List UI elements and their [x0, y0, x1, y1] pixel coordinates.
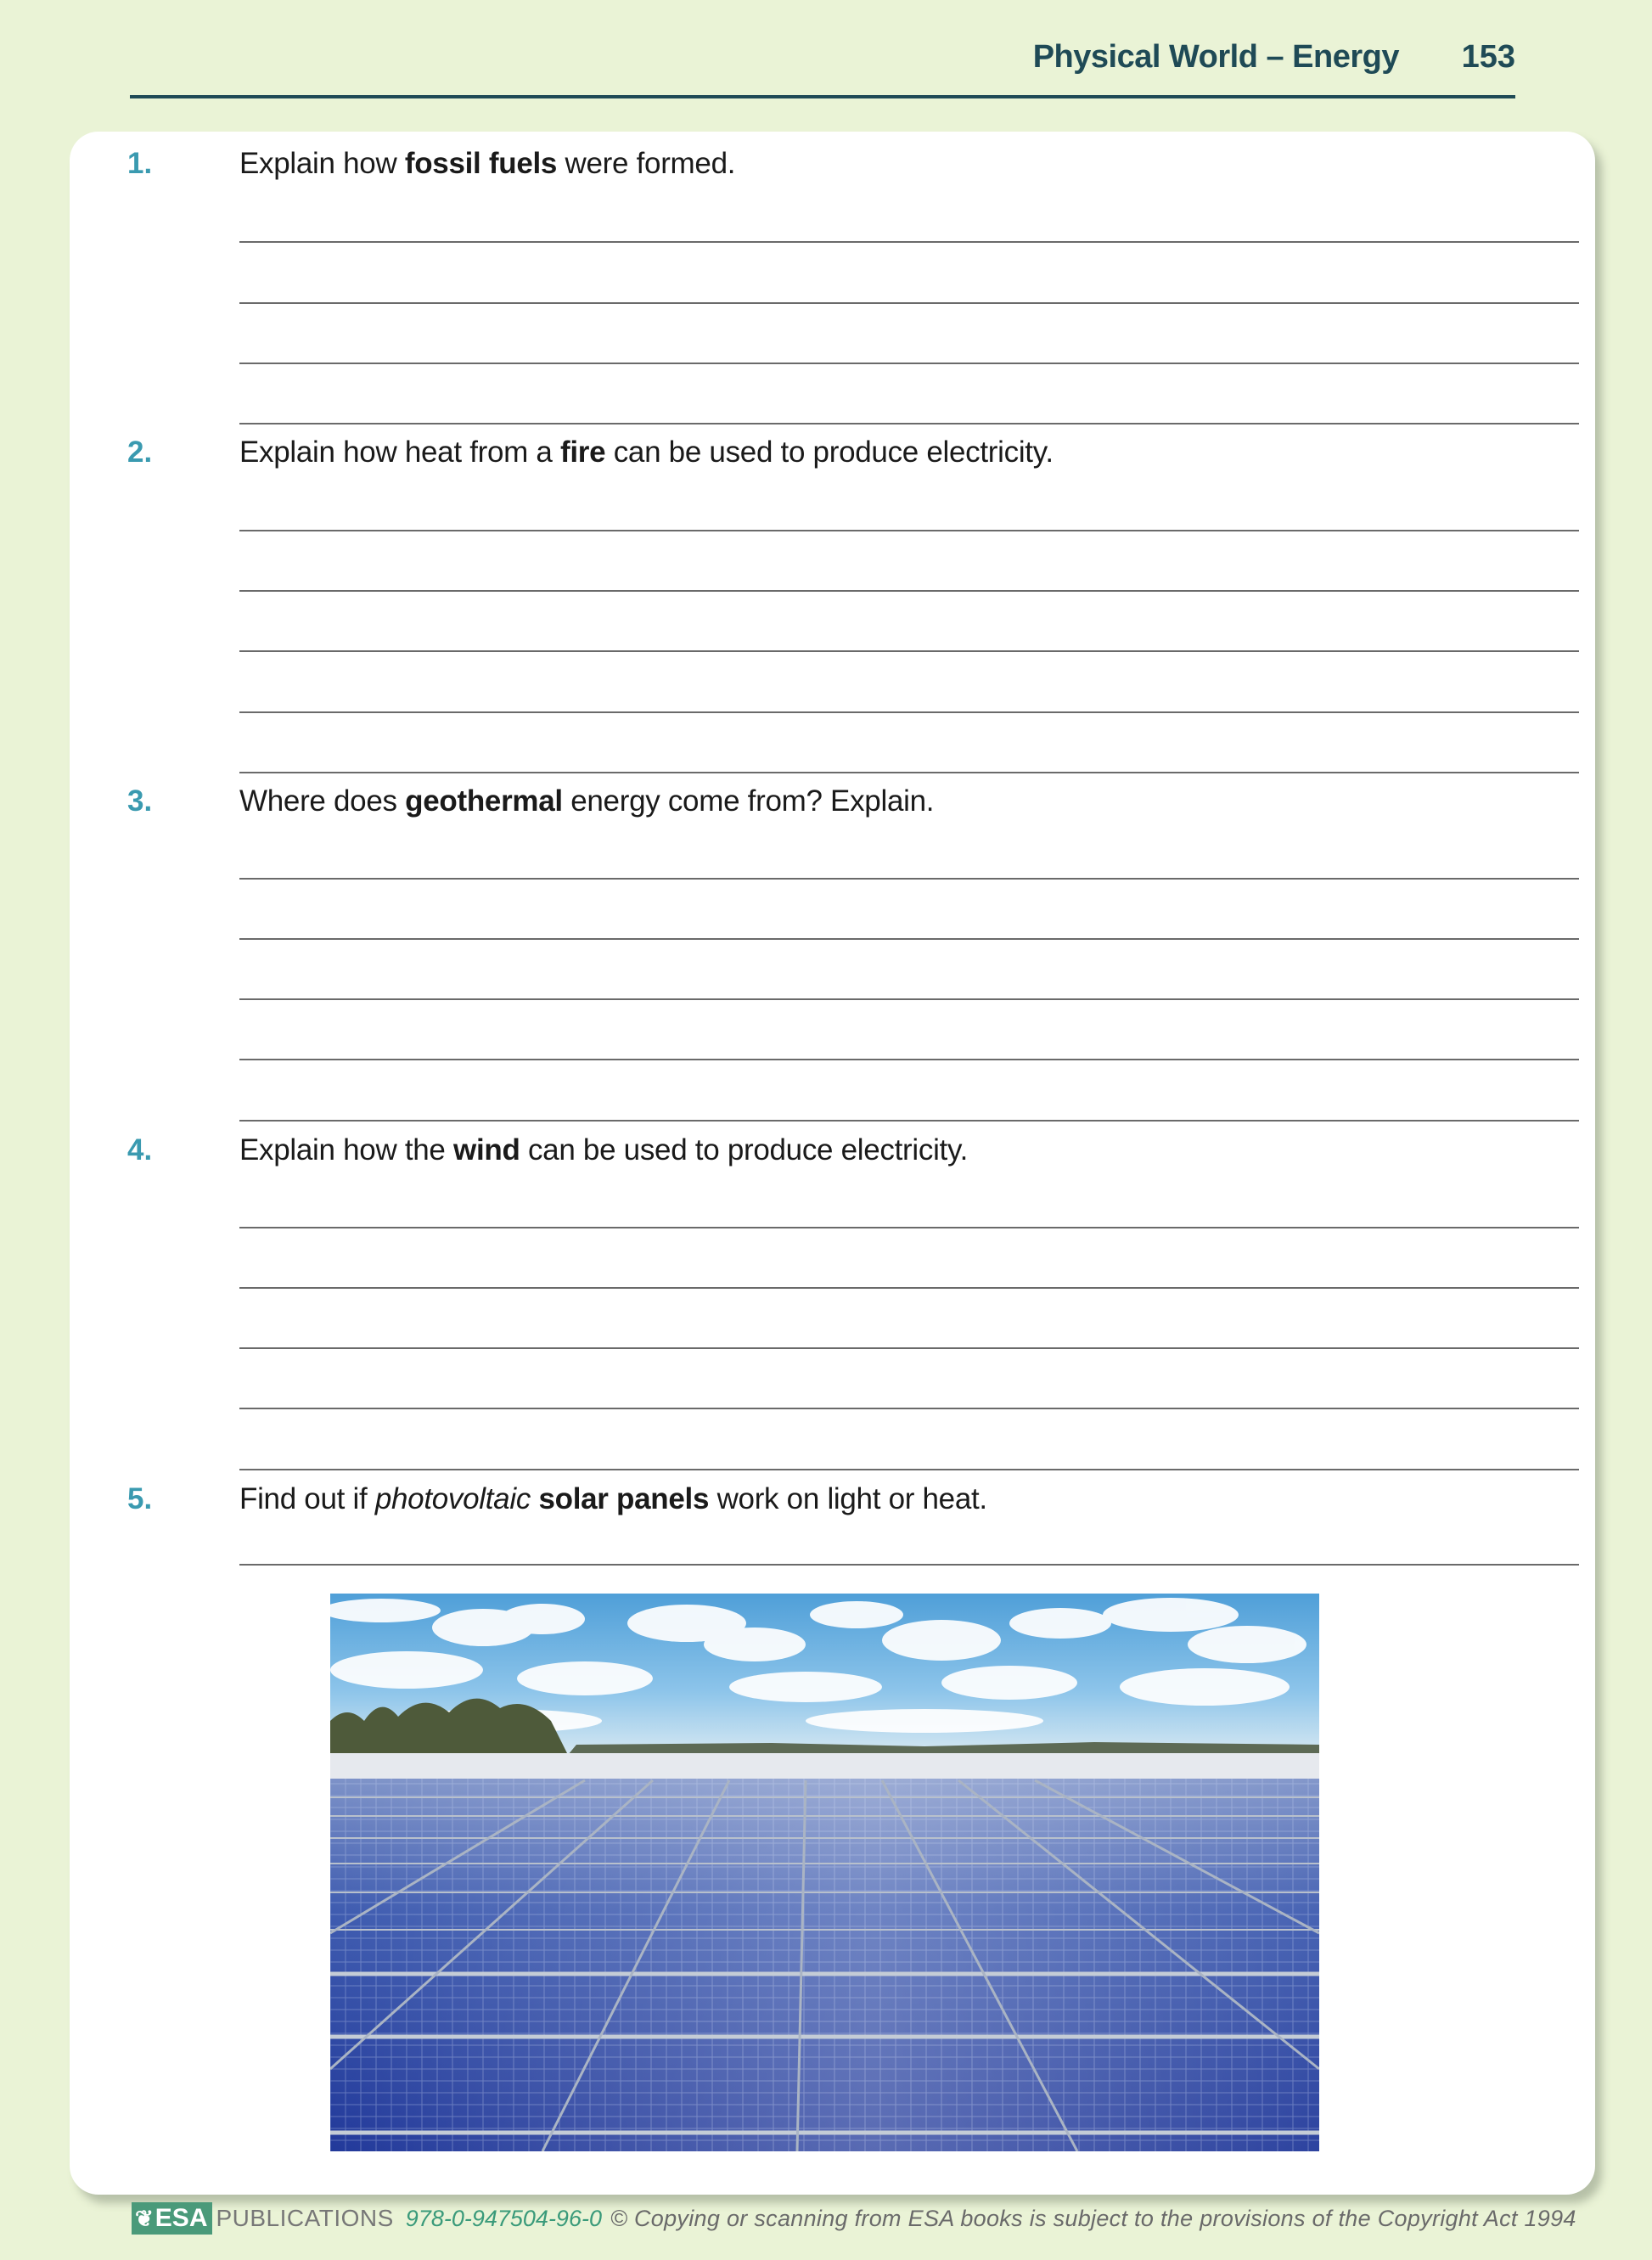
answer-line[interactable] — [239, 423, 1579, 424]
answer-line[interactable] — [239, 772, 1579, 773]
answer-line[interactable] — [239, 938, 1579, 940]
isbn: 978-0-947504-96-0 — [405, 2205, 602, 2231]
publisher-name: PUBLICATIONS — [216, 2205, 394, 2231]
copyright-notice: © Copying or scanning from ESA books is subject to the provisions of the Copyright Act 1994 — [610, 2205, 1576, 2231]
keyword: wind — [453, 1133, 520, 1167]
question-text-part: energy come from? Explain. — [562, 784, 935, 818]
question-text-part: Explain how the — [239, 1133, 454, 1167]
chapter-title: Physical World – Energy — [1032, 39, 1399, 75]
keyword: geothermal — [405, 784, 563, 818]
answer-line[interactable] — [239, 1227, 1579, 1228]
answer-line[interactable] — [239, 590, 1579, 592]
question-text — [239, 436, 1054, 469]
answer-line[interactable] — [239, 1059, 1579, 1060]
answer-line[interactable] — [239, 1469, 1579, 1470]
question-text — [239, 1482, 987, 1516]
question-text-part: can be used to produce electricity. — [605, 436, 1054, 469]
answer-line[interactable] — [239, 302, 1579, 304]
solar-panels-image — [330, 1594, 1319, 2151]
leaf-icon: ❦ — [135, 2206, 154, 2231]
question-text — [239, 1133, 968, 1167]
keyword: fire — [560, 436, 606, 469]
keyword: fossil fuels — [404, 147, 558, 180]
question-text-part: Explain how — [239, 147, 405, 180]
answer-line[interactable] — [239, 1287, 1579, 1289]
question-text — [239, 784, 934, 818]
keyword: solar panels — [538, 1482, 710, 1515]
worksheet-card — [70, 132, 1595, 2195]
answer-line[interactable] — [239, 241, 1579, 243]
question-text-part: Where does — [239, 784, 406, 818]
answer-line[interactable] — [239, 530, 1579, 531]
answer-line[interactable] — [239, 1120, 1579, 1122]
question-text-part: Explain how heat from a — [239, 436, 561, 469]
question-text-part: were formed. — [557, 147, 736, 180]
question-text-part: can be used to produce electricity. — [520, 1133, 969, 1167]
question-number: 5. — [127, 1482, 153, 1515]
page-footer — [132, 2202, 1576, 2236]
question-text-part: work on light or heat. — [709, 1482, 987, 1515]
question-text — [239, 147, 735, 181]
answer-line[interactable] — [239, 1564, 1579, 1566]
italic-term: photovoltaic — [374, 1482, 531, 1515]
question-number: 3. — [127, 784, 153, 818]
question-text-part: Find out if — [239, 1482, 375, 1515]
answer-line[interactable] — [239, 363, 1579, 364]
answer-line[interactable] — [239, 998, 1579, 1000]
question-number: 1. — [127, 147, 153, 180]
answer-line[interactable] — [239, 650, 1579, 652]
question-number: 2. — [127, 436, 153, 469]
page-number: 153 — [1461, 39, 1515, 75]
logo-text: ESA — [155, 2204, 208, 2232]
answer-line[interactable] — [239, 1408, 1579, 1409]
answer-line[interactable] — [239, 878, 1579, 880]
question-number: 4. — [127, 1133, 153, 1167]
answer-line[interactable] — [239, 711, 1579, 713]
page-header — [130, 34, 1515, 98]
solar-panels-photo — [330, 1594, 1319, 2151]
esa-logo — [132, 2202, 212, 2235]
answer-line[interactable] — [239, 1347, 1579, 1349]
